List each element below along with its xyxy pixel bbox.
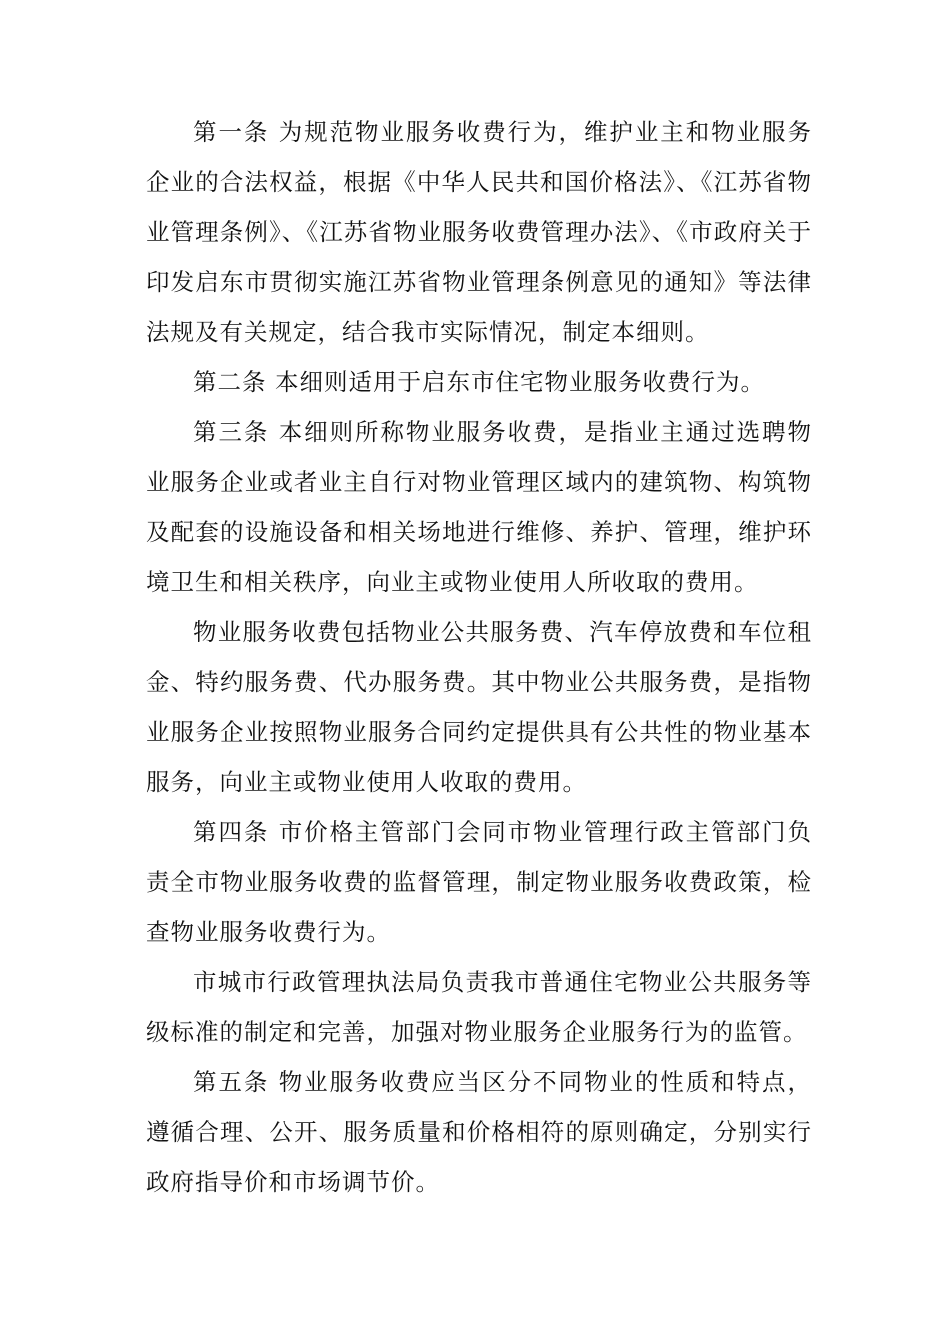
article-4-continuation-paragraph: 市城市行政管理执法局负责我市普通住宅物业公共服务等级标准的制定和完善，加强对物业服务企业服务行为的监管。 bbox=[146, 968, 812, 1046]
article-3-paragraph: 第三条 本细则所称物业服务收费，是指业主通过选聘物业服务企业或者业主自行对物业管理区域内的建筑物、构筑物及配套的设施设备和相关场地进行维修、养护、管理，维护环境卫生和相关秩序，向业主或物业使用人所收取的费用。 bbox=[146, 418, 812, 596]
article-5-paragraph: 第五条 物业服务收费应当区分不同物业的性质和特点，遵循合理、公开、服务质量和价格相符的原则确定，分别实行政府指导价和市场调节价。 bbox=[146, 1068, 812, 1196]
article-2-paragraph: 第二条 本细则适用于启东市住宅物业服务收费行为。 bbox=[193, 368, 765, 396]
article-4-paragraph: 第四条 市价格主管部门会同市物业管理行政主管部门负责全市物业服务收费的监督管理，制定物业服务收费政策，检查物业服务收费行为。 bbox=[146, 818, 812, 946]
document-body bbox=[146, 107, 812, 1207]
article-1-paragraph: 第一条 为规范物业服务收费行为，维护业主和物业服务企业的合法权益，根据《中华人民共和国价格法》、《江苏省物业管理条例》、《江苏省物业服务收费管理办法》、《市政府关于印发启东市贯彻实施江苏省物业管理条例意见的通知》等法律法规及有关规定，结合我市实际情况，制定本细则。 bbox=[146, 118, 812, 346]
article-3-continuation-paragraph: 物业服务收费包括物业公共服务费、汽车停放费和车位租金、特约服务费、代办服务费。其中物业公共服务费，是指物业服务企业按照物业服务合同约定提供具有公共性的物业基本服务，向业主或物业使用人收取的费用。 bbox=[146, 618, 812, 796]
